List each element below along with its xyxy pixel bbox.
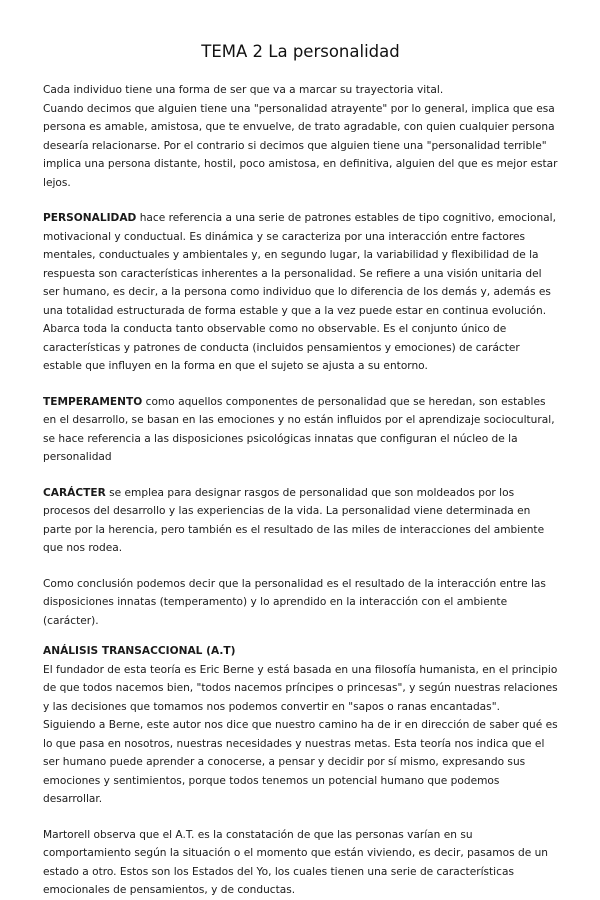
intro-paragraph: Cuando decimos que alguien tiene una "personalidad atrayente" por lo general, implica que esa persona es amable, amistosa, que te envuelve, de trato agradable, con quien cualquier persona desearía relacionarse. Por el contrario si decimos que alguien tiene una "personalidad terrible" implica una persona distante, hostil, poco amistosa, en definitiva, alguien del que es mejor estar lejos.: [43, 102, 558, 189]
temperamento-term: TEMPERAMENTO: [43, 395, 143, 408]
caracter-term: CARÁCTER: [43, 486, 106, 499]
spacer: [43, 630, 558, 642]
spacer: [43, 192, 558, 209]
spacer: [43, 558, 558, 575]
personalidad-text: hace referencia a una serie de patrones estables de tipo cognitivo, emocional, motivacional y conductual. Es dinámica y se caracteriza por una interacción entre factores mentales, conductuales y ambientales y, en segundo lugar, la variabilidad y flexibilidad de la respuesta son características inherentes a la personalidad. Se refiere a una visión unitaria del ser humano, es decir, a la persona como individuo que lo diferencia de los demás y, además es una totalidad estructurada de forma estable y que a la vez puede estar en continua evolución. Abarca toda la conducta tanto observable como no observable. Es el conjunto único de características y patrones de conducta (incluidos pensamientos y emociones) de carácter estable que influyen en la forma en que el sujeto se ajusta a su entorno.: [43, 212, 556, 372]
conclusion-paragraph: Como conclusión podemos decir que la personalidad es el resultado de la interacción entre las disposiciones innatas (temperamento) y lo aprendido en la interacción con el ambiente (carácter).: [43, 577, 546, 627]
intro-line-1: Cada individuo tiene una forma de ser que va a marcar su trayectoria vital.: [43, 84, 444, 96]
personalidad-paragraph: [43, 209, 558, 376]
spacer: [43, 809, 558, 826]
caracter-text: se emplea para designar rasgos de personalidad que son moldeados por los procesos del desarrollo y las experiencias de la vida. La personalidad viene determinada en parte por la herencia, pero también es el resultado de las miles de interacciones del ambiente que nos rodea.: [43, 486, 545, 554]
analisis-paragraph-2: Siguiendo a Berne, este autor nos dice que nuestro camino ha de ir en dirección de saber qué es lo que pasa en nosotros, nuestras necesidades y nuestras metas. Esta teoría nos indica que el ser humano puede aprender a conocerse, a pensar y decidir por sí mismo, expresando sus emociones y sentimientos, porque todos tenemos un potencial humano que podemos desarrollar.: [43, 719, 558, 805]
caracter-paragraph: [43, 484, 558, 558]
temperamento-text: como aquellos componentes de personalidad que se heredan, son estables en el desarrollo, se basan en las emociones y no están influidos por el aprendizaje sociocultural, se hace referencia a las disposiciones psicológicas innatas que configuran el núcleo de la personalidad: [43, 395, 555, 463]
spacer: [43, 376, 558, 393]
personalidad-term: PERSONALIDAD: [43, 212, 137, 224]
analisis-heading: ANÁLISIS TRANSACCIONAL (A.T): [43, 645, 236, 657]
spacer: [43, 467, 558, 484]
analisis-paragraph-1: El fundador de esta teoría es Eric Berne y está basada en una filosofía humanista, en el principio de que todos nacemos bien, "todos nacemos príncipes o princesas", y según nuestras relaciones y las decisiones que tomamos nos podemos convertir en "sapos o ranas encantadas".: [43, 663, 558, 713]
martorell-paragraph: Martorell observa que el A.T. es la constatación de que las personas varían en su comportamiento según la situación o el momento que están viviendo, es decir, pasamos de un estado a otro. Estos son los Estados del Yo, los cuales tienen una serie de características emocionales de pensamientos, y de conductas.: [43, 828, 549, 896]
page-title: TEMA 2 La personalidad: [201, 42, 400, 61]
temperamento-paragraph: [43, 393, 558, 467]
